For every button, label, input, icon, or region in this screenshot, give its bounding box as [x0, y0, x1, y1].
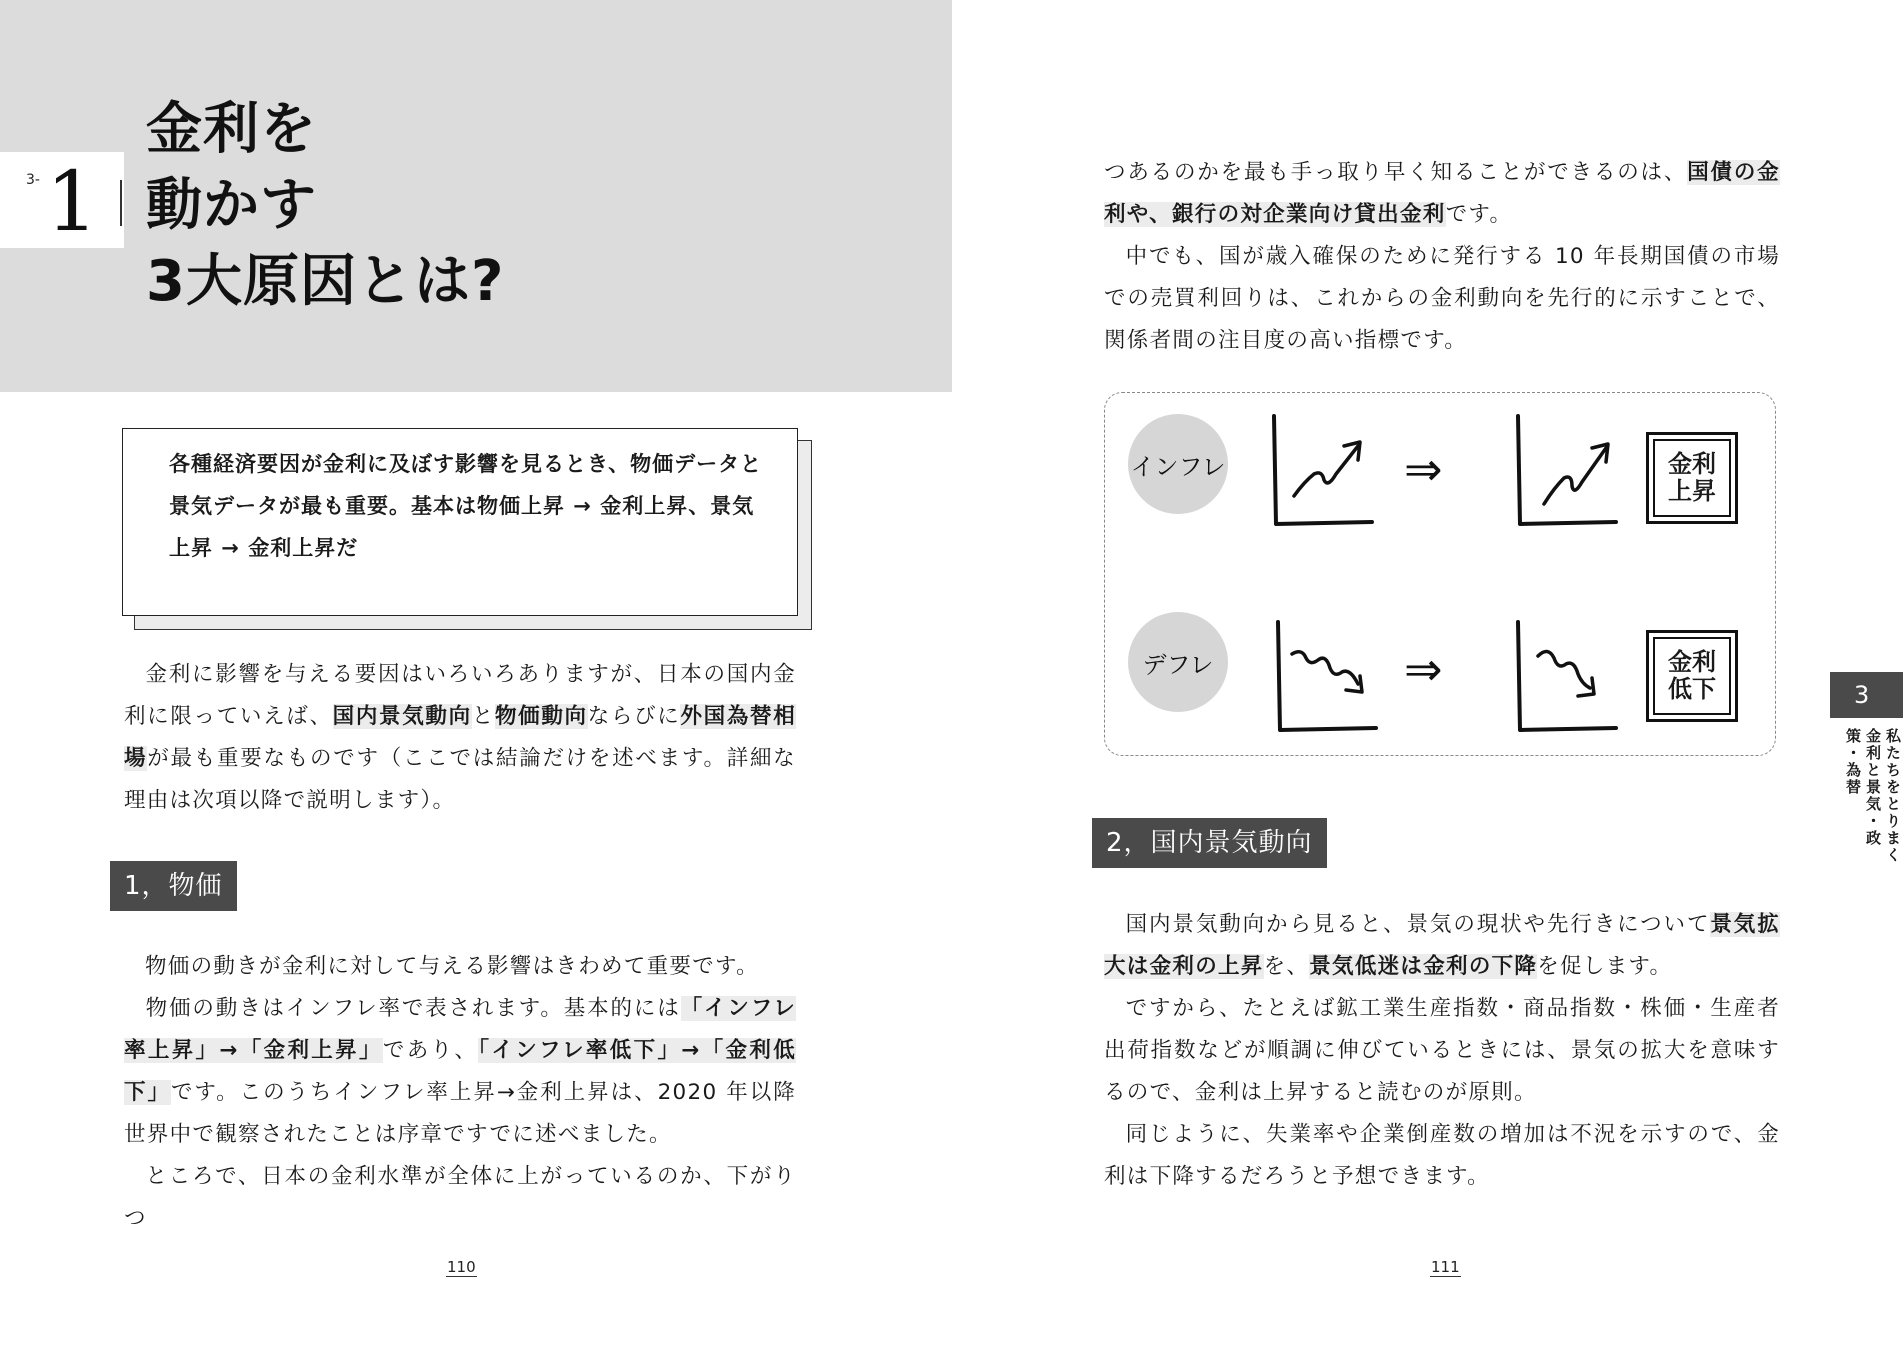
keyword-prices: 物価動向	[494, 704, 588, 729]
econ-text-2: ですから、たとえば鉱工業生産指数・商品指数・株価・生産者出荷指数などが順調に伸びているときには、景気の拡大を意味するので、金利は上昇すると読むのが原則。	[1104, 996, 1780, 1105]
econ-text-1c: を促します。	[1537, 954, 1673, 979]
econ-text-1a: 国内景気動向から見ると、景気の現状や先行きについて	[1125, 912, 1711, 937]
price-text-3: ところで、日本の金利水準が全体に上がっているのか、下がりつ	[124, 1164, 796, 1231]
section-divider	[120, 180, 122, 226]
rate-down-line-1: 金利	[1668, 648, 1716, 676]
summary-text: 各種経済要因が金利に及ぼす影響を見るとき、物価データと景気データが最も重要。基本は物価上昇 → 金利上昇、景気上昇 → 金利上昇だ	[169, 452, 763, 560]
econ-paragraph-2	[1104, 988, 1780, 1114]
inflation-label: インフレ	[1130, 452, 1226, 481]
right-text-1b: です。	[1445, 202, 1513, 227]
rates-falling-chart-icon	[1514, 618, 1624, 736]
right-paragraph-1	[1104, 152, 1780, 236]
chapter-tab-label: 私たちをとりまく金利と景気・政策・為替	[1844, 728, 1902, 864]
deflation-circle	[1128, 612, 1228, 712]
section-number: 1	[46, 155, 99, 250]
economy-section-body	[1104, 904, 1780, 1198]
keyword-inflation-up: 「インフレ率上昇」→「金利上昇」	[124, 996, 797, 1063]
section-heading-price: 1，物価	[110, 861, 237, 911]
axes-icon	[1518, 416, 1616, 524]
right-text-1a: つあるのかを最も手っ取り早く知ることができるのは、	[1104, 160, 1688, 185]
section-prefix: 3-	[26, 172, 40, 188]
axes-icon	[1518, 622, 1616, 730]
deflation-label: デフレ	[1142, 650, 1214, 679]
keyword-bond-yield: 国債の金利や、銀行の対企業向け貸出金利	[1104, 160, 1780, 227]
econ-paragraph-1	[1104, 904, 1780, 988]
keyword-domestic-economy: 国内景気動向	[332, 704, 472, 729]
inflation-circle	[1128, 414, 1228, 514]
title-line-1: 金利を	[146, 97, 317, 162]
rate-up-box	[1646, 432, 1738, 524]
econ-text-3: 同じように、失業率や企業倒産数の増加は不況を示すので、金利は下降するだろうと予想できます。	[1104, 1122, 1780, 1189]
keyword-forex: 外国為替相場	[124, 704, 796, 771]
chapter-tab: 3	[1830, 672, 1903, 718]
price-section-body	[124, 946, 796, 1240]
leads-to-arrow-2: ⇒	[1404, 642, 1443, 696]
title-line-3: 3大原因とは?	[146, 249, 505, 314]
rate-down-line-2: 低下	[1668, 675, 1716, 703]
rates-rising-chart-icon	[1514, 412, 1624, 530]
right-paragraph-2	[1104, 236, 1780, 362]
right-page-top-text	[1104, 152, 1780, 362]
price-text-2a: 物価の動きはインフレ率で表されます。基本的には	[145, 996, 681, 1021]
keyword-inflation-down: 「インフレ率低下」→「金利低下」	[124, 1038, 797, 1105]
summary-box	[122, 428, 798, 616]
page-number-left: 110	[447, 1258, 476, 1276]
rising-line-icon	[1544, 448, 1606, 504]
falling-line-icon	[1292, 652, 1358, 684]
rate-down-box	[1646, 630, 1738, 722]
intro-paragraph	[124, 654, 796, 822]
price-text-1: 物価の動きが金利に対して与える影響はきわめて重要です。	[145, 954, 759, 979]
title-line-2: 動かす	[146, 173, 317, 238]
falling-line-icon	[1538, 651, 1590, 688]
econ-text-1b: を、	[1263, 954, 1310, 979]
intro-text-3: ならびに	[587, 704, 681, 729]
prices-falling-chart-icon	[1274, 618, 1384, 736]
price-text-2c: です。このうちインフレ率上昇→金利上昇は、2020 年以降世界中で観察されたことは序章ですでに述べました。	[124, 1080, 797, 1147]
econ-paragraph-3	[1104, 1114, 1780, 1198]
prices-rising-chart-icon	[1270, 412, 1380, 530]
page-number-right: 111	[1431, 1258, 1460, 1276]
keyword-slump-rate-down: 景気低迷は金利の下降	[1309, 954, 1538, 979]
leads-to-arrow-1: ⇒	[1404, 442, 1443, 496]
rate-up-line-2: 上昇	[1668, 477, 1716, 505]
right-text-2: 中でも、国が歳入確保のために発行する 10 年長期国債の市場での売買利回りは、これからの金利動向を先行的に示すことで、関係者間の注目度の高い指標です。	[1104, 244, 1780, 353]
price-paragraph-3	[124, 1156, 796, 1240]
keyword-expansion-rate-up: 景気拡大は金利の上昇	[1104, 912, 1780, 979]
intro-text-1: 金利に影響を与える要因はいろいろありますが、日本の国内金利に限っていえば、	[124, 662, 796, 729]
price-paragraph-2	[124, 988, 796, 1156]
rate-down-inner	[1653, 637, 1731, 715]
axes-icon	[1274, 416, 1372, 524]
rate-up-inner	[1653, 439, 1731, 517]
price-paragraph-1	[124, 946, 796, 988]
price-text-2b: であり、	[382, 1038, 479, 1063]
section-heading-economy: 2，国内景気動向	[1092, 818, 1327, 868]
page-title	[146, 92, 504, 320]
rate-up-line-1: 金利	[1668, 450, 1716, 478]
rising-line-icon	[1294, 446, 1358, 496]
intro-text-4: が最も重要なものです（ここでは結論だけを述べます。詳細な理由は次項以降で説明します）。	[124, 746, 796, 813]
intro-text-2: と	[471, 704, 495, 729]
